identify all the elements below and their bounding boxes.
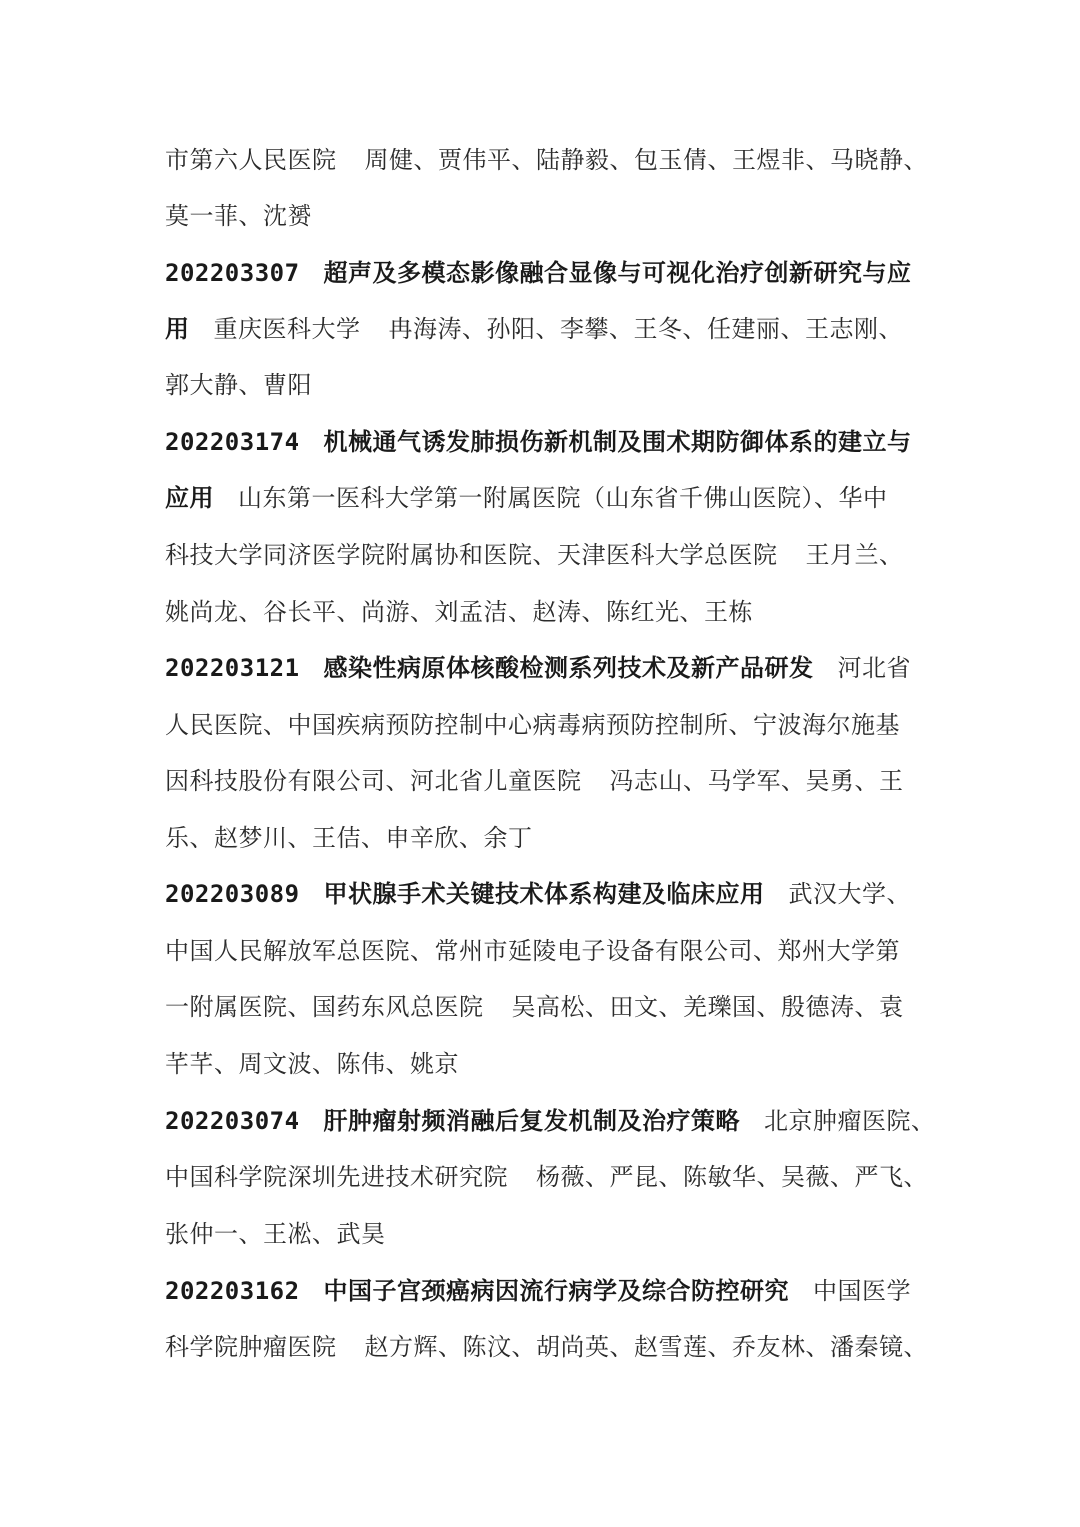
institution-name: 市第六人民医院 [165, 146, 337, 174]
entry-header-line [165, 253, 925, 293]
entry-header-line [165, 648, 925, 688]
entry-header-line [165, 1271, 925, 1311]
institution-name: 人民医院、中国疾病预防控制中心病毒病预防控制所、宁波海尔施基 [165, 711, 900, 739]
person-list: 张仲一、王凇、武昊 [165, 1220, 386, 1248]
person-list: 王月兰、 [805, 541, 904, 569]
project-title: 肝肿瘤射频消融后复发机制及治疗策略 [323, 1106, 741, 1135]
text-line [165, 196, 925, 236]
person-list: 赵方辉、陈汶、胡尚英、赵雪莲、乔友林、潘秦镜、 [364, 1333, 928, 1361]
text-line [165, 592, 925, 632]
text-line [165, 1214, 925, 1254]
person-list: 吴高松、田文、羌瓅国、殷德涛、袁 [511, 993, 904, 1021]
entry-header-line [165, 422, 925, 462]
text-line [165, 987, 925, 1027]
text-line [165, 309, 925, 349]
entry-header-line [165, 1101, 936, 1141]
institution-name: 科学院肿瘤医院 [165, 1333, 337, 1361]
project-title: 超声及多模态影像融合显像与可视化治疗创新研究与应 [323, 258, 912, 287]
institution-name: 重庆医科大学 [213, 315, 361, 343]
project-title: 用 [165, 314, 190, 343]
text-line [165, 761, 925, 801]
project-number: 202203162 [165, 1277, 300, 1305]
text-line [165, 1327, 928, 1367]
project-number: 202203089 [165, 880, 300, 908]
project-title: 甲状腺手术关键技术体系构建及临床应用 [323, 879, 765, 908]
text-line [165, 1157, 928, 1197]
person-list: 郭大静、曹阳 [165, 371, 312, 399]
institution-name: 科技大学同济医学院附属协和医院、天津医科大学总医院 [165, 541, 778, 569]
text-line [165, 818, 925, 858]
institution-name: 因科技股份有限公司、河北省儿童医院 [165, 767, 582, 795]
institution-name: 中国科学院深圳先进技术研究院 [165, 1163, 508, 1191]
text-line [165, 478, 925, 518]
institution-name: 山东第一医科大学第一附属医院（山东省千佛山医院）、华中 [238, 484, 888, 512]
person-list: 周健、贾伟平、陆静毅、包玉倩、王煜非、马晓静、 [364, 146, 928, 174]
person-list: 芊芊、周文波、陈伟、姚京 [165, 1050, 459, 1078]
project-number: 202203121 [165, 654, 300, 682]
project-number: 202203174 [165, 428, 300, 456]
person-list: 姚尚龙、谷长平、尚游、刘孟洁、赵涛、陈红光、王栋 [165, 598, 753, 626]
project-title: 中国子宫颈癌病因流行病学及综合防控研究 [323, 1276, 790, 1305]
institution-name: 武汉大学、 [788, 880, 912, 908]
project-title: 应用 [165, 483, 214, 512]
person-list: 冉海涛、孙阳、李攀、王冬、任建丽、王志刚、 [388, 315, 903, 343]
person-list: 乐、赵梦川、王佶、申辛欣、余丁 [165, 824, 533, 852]
institution-name: 河北省 [837, 654, 912, 682]
entry-header-line [165, 874, 925, 914]
institution-name: 北京肿瘤医院、 [764, 1107, 936, 1135]
text-line [165, 365, 925, 405]
person-list: 冯志山、马学军、吴勇、王 [609, 767, 904, 795]
person-list: 莫一菲、沈赟 [165, 202, 312, 230]
text-line [165, 705, 925, 745]
project-title: 机械通气诱发肺损伤新机制及围术期防御体系的建立与 [323, 427, 912, 456]
text-line [165, 535, 925, 575]
institution-name: 一附属医院、国药东风总医院 [165, 993, 484, 1021]
project-number: 202203074 [165, 1107, 300, 1135]
institution-name: 中国人民解放军总医院、常州市延陵电子设备有限公司、郑州大学第 [165, 937, 900, 965]
project-number: 202203307 [165, 259, 300, 287]
project-title: 感染性病原体核酸检测系列技术及新产品研发 [323, 653, 814, 682]
text-line [165, 931, 925, 971]
text-line [165, 1044, 925, 1084]
person-list: 杨薇、严昆、陈敏华、吴薇、严飞、 [536, 1163, 928, 1191]
institution-name: 中国医学 [813, 1277, 912, 1305]
text-line [165, 140, 928, 180]
